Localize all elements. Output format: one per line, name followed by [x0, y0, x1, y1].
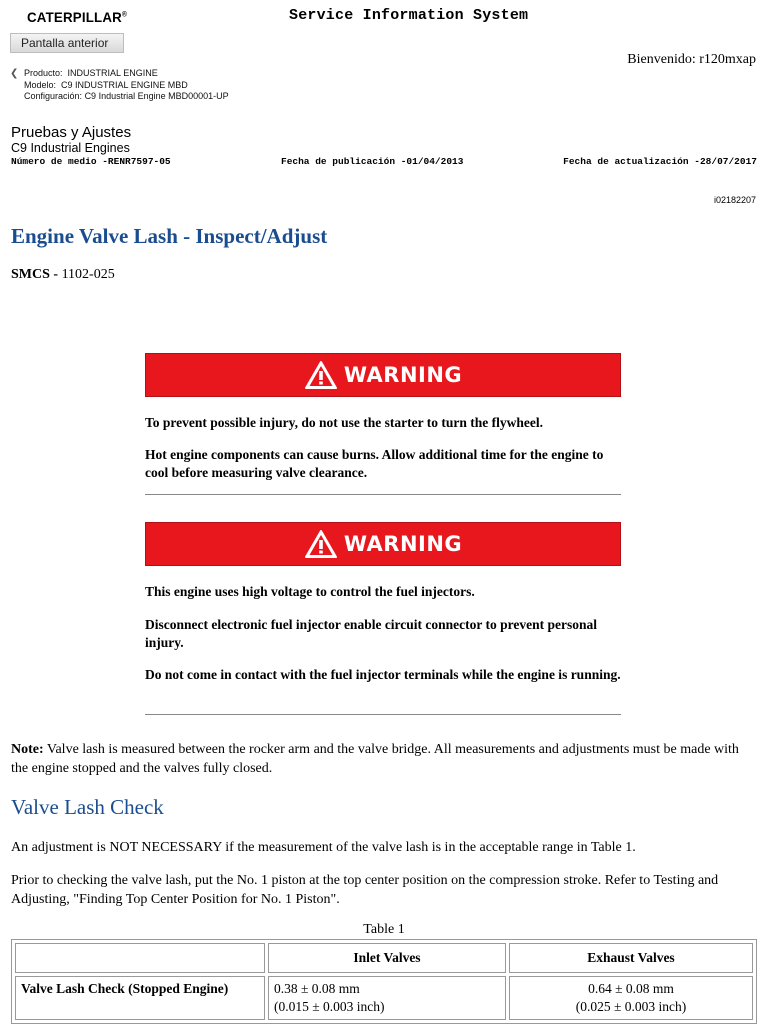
warning-label: WARNING	[343, 363, 463, 387]
product-info: ❮ Producto: INDUSTRIAL ENGINE Modelo: C9 INDUSTRIAL ENGINE MBD Configuración: C9 Industrial Engine MBD00001-UP	[10, 68, 229, 101]
document-header	[11, 125, 757, 170]
smcs-code: SMCS - 1102-025	[11, 267, 115, 282]
publication-date: Fecha de publicación -01/04/2013	[281, 156, 464, 167]
warning-triangle-icon	[304, 529, 338, 559]
page-title: Engine Valve Lash - Inspect/Adjust	[11, 224, 328, 248]
section-heading: Valve Lash Check	[11, 795, 164, 819]
welcome-text: Bienvenido: r120mxap	[627, 52, 756, 67]
table-header-cell: Inlet Valves	[268, 943, 506, 973]
chevron-left-icon[interactable]: ❮	[10, 68, 19, 79]
warning-message: Disconnect electronic fuel injector enable circuit connector to prevent personal injury.	[145, 617, 598, 650]
divider	[145, 494, 621, 495]
warning-message: Hot engine components can cause burns. Allow additional time for the engine to cool before measuring valve clearance.	[145, 447, 604, 480]
document-subtitle: C9 Industrial Engines	[11, 141, 130, 155]
warning-message: Do not come in contact with the fuel injector terminals while the engine is running.	[145, 667, 621, 682]
caterpillar-logo: CATERPILLAR®	[27, 9, 128, 25]
table-header-cell: Exhaust Valves	[509, 943, 753, 973]
table-caption: Table 1	[363, 922, 405, 937]
warning-message: This engine uses high voltage to control the fuel injectors.	[145, 584, 475, 599]
divider	[145, 714, 621, 715]
previous-screen-button[interactable]: Pantalla anterior	[10, 33, 124, 53]
media-number: Número de medio -RENR7597-05	[11, 156, 171, 167]
table-row	[15, 976, 753, 1020]
warning-banner-1	[145, 353, 621, 397]
warning-triangle-icon	[304, 360, 338, 390]
note-paragraph: Note: Valve lash is measured between the rocker arm and the valve bridge. All measurements and adjustments must be made with the engine stopped and the valves fully closed.	[11, 742, 739, 776]
table-header-cell	[15, 943, 265, 973]
document-id: i02182207	[713, 195, 756, 205]
exhaust-value-cell: 0.64 ± 0.08 mm (0.025 ± 0.003 inch)	[509, 976, 753, 1020]
paragraph: Prior to checking the valve lash, put the No. 1 piston at the top center position on the compression stroke. Refer to Testing and Adjusting, "Finding Top Center Position for No. 1 Piston".	[11, 873, 719, 907]
section-name: Pruebas y Ajustes	[11, 124, 132, 141]
paragraph: An adjustment is NOT NECESSARY if the measurement of the valve lash is in the acceptable range in Table 1.	[11, 840, 636, 855]
inlet-value-cell: 0.38 ± 0.08 mm (0.015 ± 0.003 inch)	[268, 976, 506, 1020]
table-row-label: Valve Lash Check (Stopped Engine)	[15, 976, 265, 1020]
warning-banner-2	[145, 522, 621, 566]
valve-lash-table	[11, 939, 757, 1024]
warning-label: WARNING	[343, 532, 463, 556]
system-title: Service Information System	[289, 7, 529, 24]
warning-message: To prevent possible injury, do not use the starter to turn the flywheel.	[145, 415, 544, 430]
update-date: Fecha de actualización -28/07/2017	[563, 156, 757, 167]
table-header-row	[15, 943, 753, 973]
